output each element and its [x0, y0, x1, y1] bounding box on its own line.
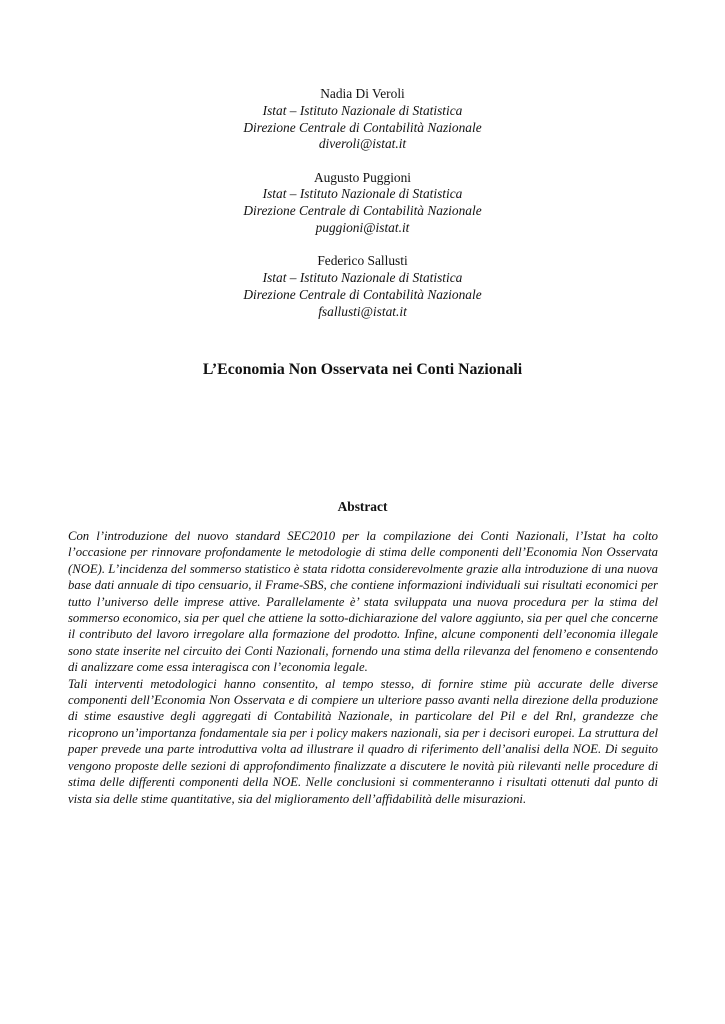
abstract-heading: Abstract	[337, 499, 388, 514]
abstract-paragraph: Tali interventi metodologici hanno consentito, al tempo stesso, di fornire stime più accurate delle diverse componenti dell’Economia Non Osservata e di compiere un ulteriore passo avanti nella direzione della produzione di stime esaustive degli aggregati di Contabilità Nazionale, in particolare del Pil e del Rnl, grandezze che ricoprono un’importanza fondamentale sia per i policy makers nazionali, sia per i decisori europei. La struttura del paper prevede una parte introduttiva volta ad illustrare il quadro di riferimento dell’analisi della NOE. Di seguito vengono proposte delle sezioni di approfondimento finalizzate a discutere le novità più rilevanti nelle procedure di stima delle differenti componenti della NOE. Nelle conclusioni si commenteranno i risultati ottenuti dal punto di vista sia delle stime quantitative, sia del miglioramento dell’affidabilità delle misurazioni.	[68, 676, 658, 806]
author-name: Augusto Puggioni	[313, 169, 412, 185]
author-department: Direzione Centrale di Contabilità Nazionale	[243, 286, 482, 302]
author-block	[0, 86, 725, 153]
author-affiliation: Istat – Istituto Nazionale di Statistica	[262, 102, 463, 118]
author-email: diveroli@istat.it	[318, 136, 407, 152]
author-email: puggioni@istat.it	[315, 220, 410, 236]
author-department: Direzione Centrale di Contabilità Nazionale	[243, 203, 482, 219]
author-affiliation: Istat – Istituto Nazionale di Statistica	[262, 186, 463, 202]
author-affiliation: Istat – Istituto Nazionale di Statistica	[262, 270, 463, 286]
author-name: Nadia Di Veroli	[320, 86, 405, 101]
author-email: fsallusti@istat.it	[318, 303, 407, 319]
paper-title: L’Economia Non Osservata nei Conti Nazionali	[202, 361, 523, 378]
abstract-body	[68, 528, 658, 807]
author-department: Direzione Centrale di Contabilità Nazionale	[243, 119, 482, 135]
abstract-paragraph: Con l’introduzione del nuovo standard SEC2010 per la compilazione dei Conti Nazionali, l’Istat ha colto l’occasione per rinnovare profondamente le metodologie di stima delle componenti dell’Economia Non Osservata (NOE). L’incidenza del sommerso statistico è stata ridotta considerevolmente grazie alla introduzione di una nuova base dati annuale di tipo censuario, il Frame-SBS, che contiene informazioni individuali sui risultati economici per tutto l’universo delle imprese attive. Parallelamente è’ stata sviluppata una nuova procedura per la stima del sommerso economico, sia per quel che attiene la sotto-dichiarazione del valore aggiunto, sia per quel che concerne il contributo del lavoro irregolare alla formazione del prodotto. Infine, alcune componenti dell’economia illegale sono state inserite nel circuito dei Conti Nazionali, fornendo una stima della rilevanza del fenomeno e consentendo di analizzare come essa interagisca con l’economia legale.	[68, 529, 658, 675]
author-block	[0, 170, 725, 237]
author-block	[0, 253, 725, 320]
author-list	[0, 86, 725, 337]
author-name: Federico Sallusti	[317, 253, 408, 269]
